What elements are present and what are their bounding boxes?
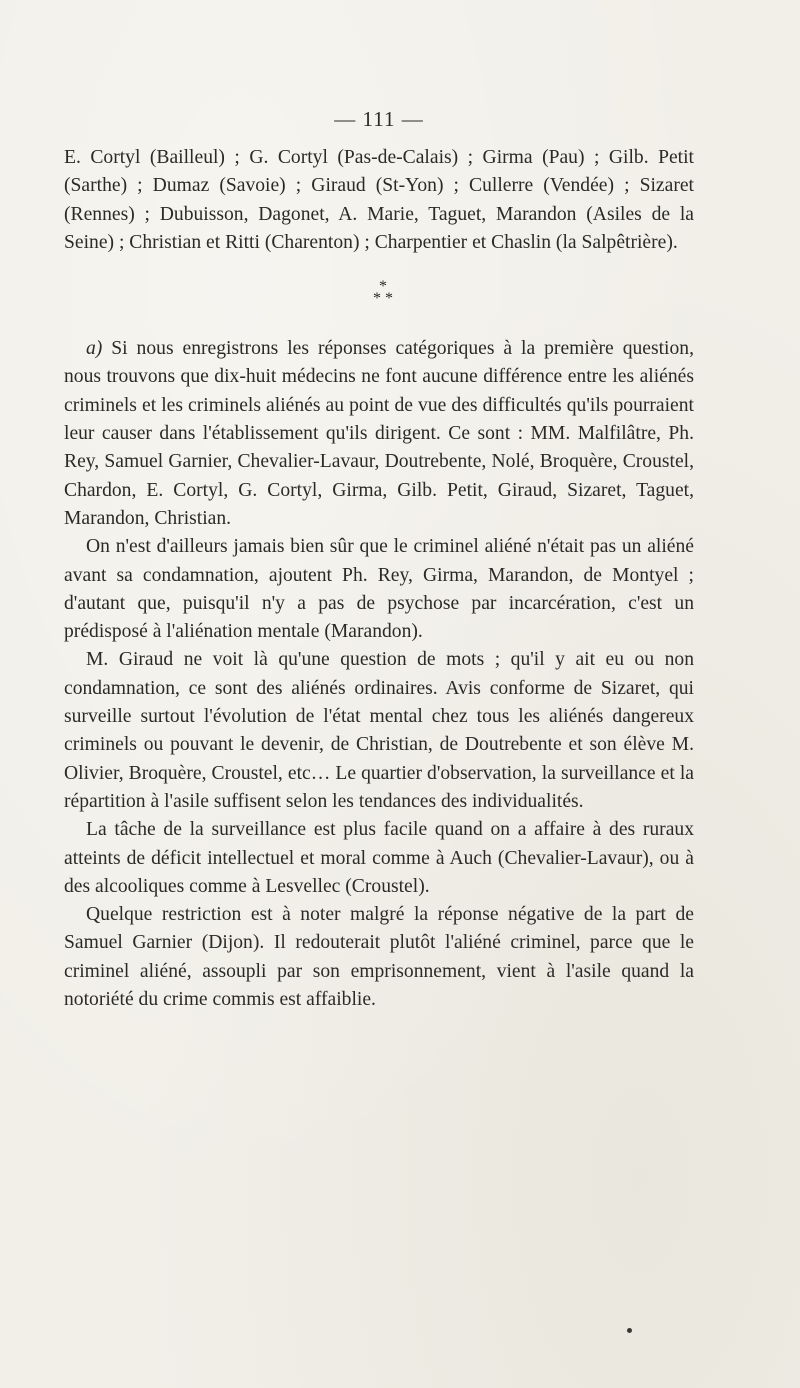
ink-speck	[627, 1328, 632, 1333]
book-page	[64, 104, 694, 1014]
asterism-divider	[64, 278, 694, 308]
asterism-bottom: * *	[373, 290, 393, 308]
asterism-top: *	[379, 278, 387, 296]
page-number: — 111 —	[334, 107, 424, 131]
section-a-label: a)	[86, 338, 103, 360]
opening-paragraph: E. Cortyl (Bailleul) ; G. Cortyl (Pas-de-Calais) ; Girma (Pau) ; Gilb. Petit (Sarthe) ; Dumaz (Savoie) ; Giraud (St-Yon) ; Cullerre (Vendée) ; Sizaret (Rennes) ; Dubuisson, Dagonet, A. Marie, Taguet, Marandon (Asiles de la Seine) ; Christian et Ritti (Charenton) ; Charpentier et Chaslin (la Salpêtrière).	[64, 147, 694, 253]
section-a-text: Si nous enregistrons les réponses catégoriques à la première question, nous trouvons que dix-huit médecins ne font aucune différence entre les aliénés criminels et les criminels aliénés au point de vue des difficultés qu'ils pourraient leur causer dans l'établissement qu'ils dirigent. Ce sont : MM. Malfilâtre, Ph. Rey, Samuel Garnier, Chevalier-Lavaur, Doutrebente, Nolé, Broquère, Croustel, Chardon, E. Cortyl, G. Cortyl, Girma, Gilb. Petit, Giraud, Sizaret, Taguet, Marandon, Christian.	[64, 338, 694, 529]
paragraph-psychose: On n'est d'ailleurs jamais bien sûr que le criminel aliéné n'était pas un aliéné avant sa condamnation, ajoutent Ph. Rey, Girma, Marandon, de Montyel ; d'autant que, puisqu'il n'y a pas de psychose par incarcération, c'est un prédisposé à l'aliénation mentale (Marandon).	[64, 536, 694, 643]
paragraph-surveillance: La tâche de la surveillance est plus facile quand on a affaire à des ruraux atteints de déficit intellectuel et moral comme à Auch (Chevalier-Lavaur), ou à des alcooliques comme à Lesvellec (Croustel).	[64, 819, 694, 897]
section-a-paragraph	[64, 335, 694, 533]
paragraph-giraud: M. Giraud ne voit là qu'une question de mots ; qu'il y ait eu ou non condamnation, ce sont des aliénés ordinaires. Avis conforme de Sizaret, qui surveille surtout l'évolution de l'état mental chez tous les aliénés dangereux criminels ou pouvant le devenir, de Christian, de Doutrebente et son élève M. Olivier, Broquère, Croustel, etc… Le quartier d'observation, la surveillance et la répartition à l'asile suffisent selon les tendances des individualités.	[64, 649, 694, 812]
body-text	[64, 144, 694, 1014]
paragraph-restriction: Quelque restriction est à noter malgré la réponse négative de la part de Samuel Garnier (Dijon). Il redouterait plutôt l'aliéné criminel, parce que le criminel aliéné, assoupli par son emprisonnement, vient à l'asile quand la notoriété du crime commis est affaiblie.	[64, 904, 694, 1011]
